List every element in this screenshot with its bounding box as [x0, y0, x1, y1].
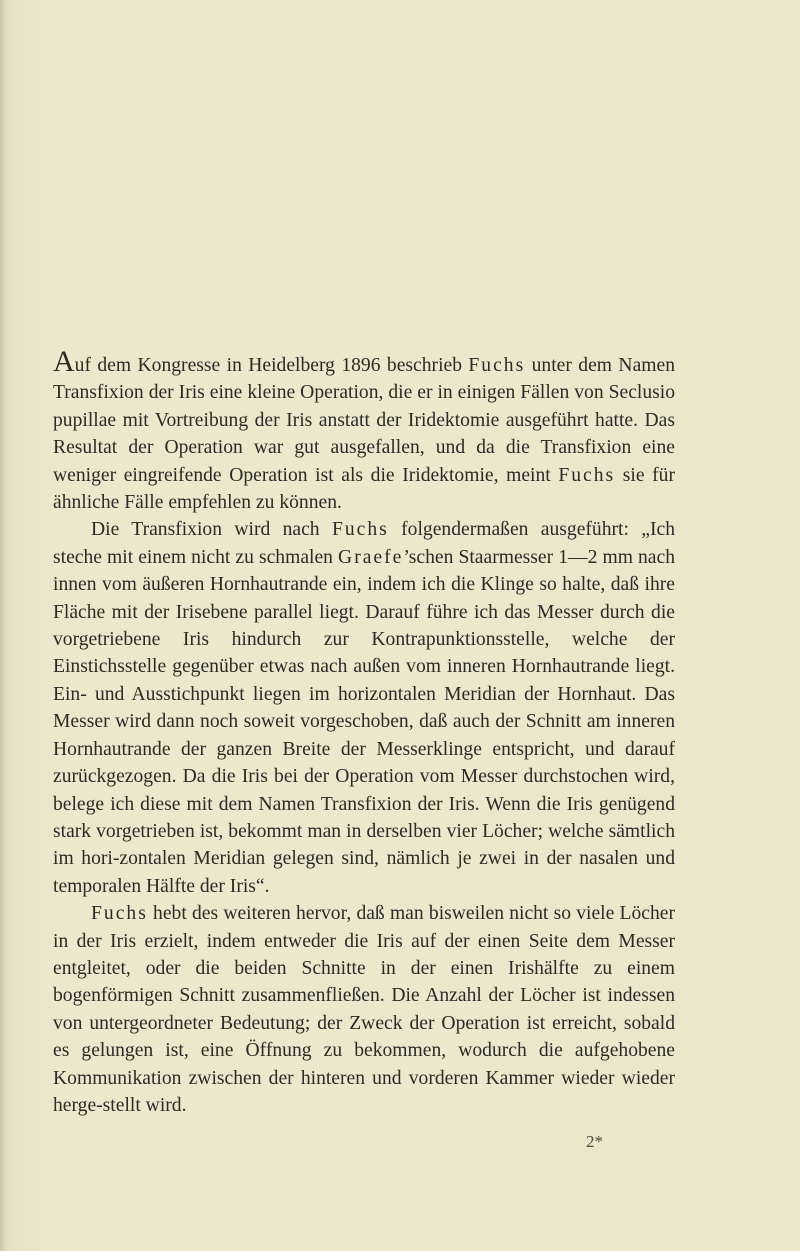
author-name: Graefe	[338, 546, 404, 568]
text-segment: sie für ähnliche Fälle empfehlen zu können.	[53, 464, 675, 514]
page-gutter	[0, 0, 6, 1251]
text-segment: hebt des weiteren hervor, daß man bisweilen nicht so viele Löcher in der Iris erzielt, indem entweder die Iris auf der einen Seite dem Messer entgleitet, oder die beiden Schnitte in der einen Irishälfte zu einem bogenförmigen Schnitt zusammenfließen. Die Anzahl der Löcher ist indessen von untergeordneter Bedeutung; der Zweck der Operation ist erreicht, sobald es gelungen ist, eine Öffnung zu bekommen, wodurch die aufgehobene Kommunikation zwischen der hinteren und vorderen Kammer wieder wieder herge-stellt wird.	[53, 903, 675, 1116]
signature-mark: 2*	[586, 1132, 603, 1151]
body-text	[53, 345, 675, 1119]
author-name: Fuchs	[468, 355, 526, 376]
author-name: Fuchs	[91, 903, 148, 925]
text-segment: unter dem Namen Transfixion der Iris eine kleine Operation, die er in einigen Fällen von Seclusio pupillae mit Vortreibung der Iris anstatt der Iridektomie ausgeführt hatte. Das Resultat der Operation war gut ausgefallen, und da die Transfixion eine weniger eingreifende Operation ist als die Iridektomie, meint	[53, 355, 675, 486]
text-segment: Die Transfixion wird nach	[91, 519, 332, 541]
paragraph-1	[53, 345, 675, 516]
author-name: Fuchs	[331, 519, 389, 541]
text-segment: uf dem Kongresse in Heidelberg 1896 beschrieb	[74, 355, 469, 376]
paragraph-2	[53, 516, 675, 900]
author-name: Fuchs	[558, 464, 616, 486]
paragraph-3	[53, 900, 675, 1119]
text-segment: folgendermaßen ausgeführt: „Ich steche mit einem nicht zu schmalen	[53, 519, 675, 568]
text-segment: ’schen Staarmesser 1—2 mm nach innen vom äußeren Hornhautrande ein, indem ich die Klinge so halte, daß ihre Fläche mit der Irisebene parallel liegt. Darauf führe ich das Messer durch die vorgetriebene Iris hindurch zur Kontrapunktionsstelle, welche der Einstichsstelle gegenüber etwas nach außen vom inneren Hornhautrande liegt. Ein- und Ausstichpunkt liegen im horizontalen Meridian der Hornhaut. Das Messer wird dann noch soweit vorgeschoben, daß auch der Schnitt am inneren Hornhautrande der ganzen Breite der Messerklinge entspricht, und darauf zurückgezogen. Da die Iris bei der Operation vom Messer durchstochen wird, belege ich diese mit dem Namen Transfixion der Iris. Wenn die Iris genügend stark vorgetrieben ist, bekommt man in derselben vier Löcher; welche sämtlich im hori-zontalen Meridian gelegen sind, nämlich je zwei in der nasalen und temporalen Hälfte der Iris“.	[53, 546, 675, 897]
drop-cap: A	[53, 345, 75, 378]
